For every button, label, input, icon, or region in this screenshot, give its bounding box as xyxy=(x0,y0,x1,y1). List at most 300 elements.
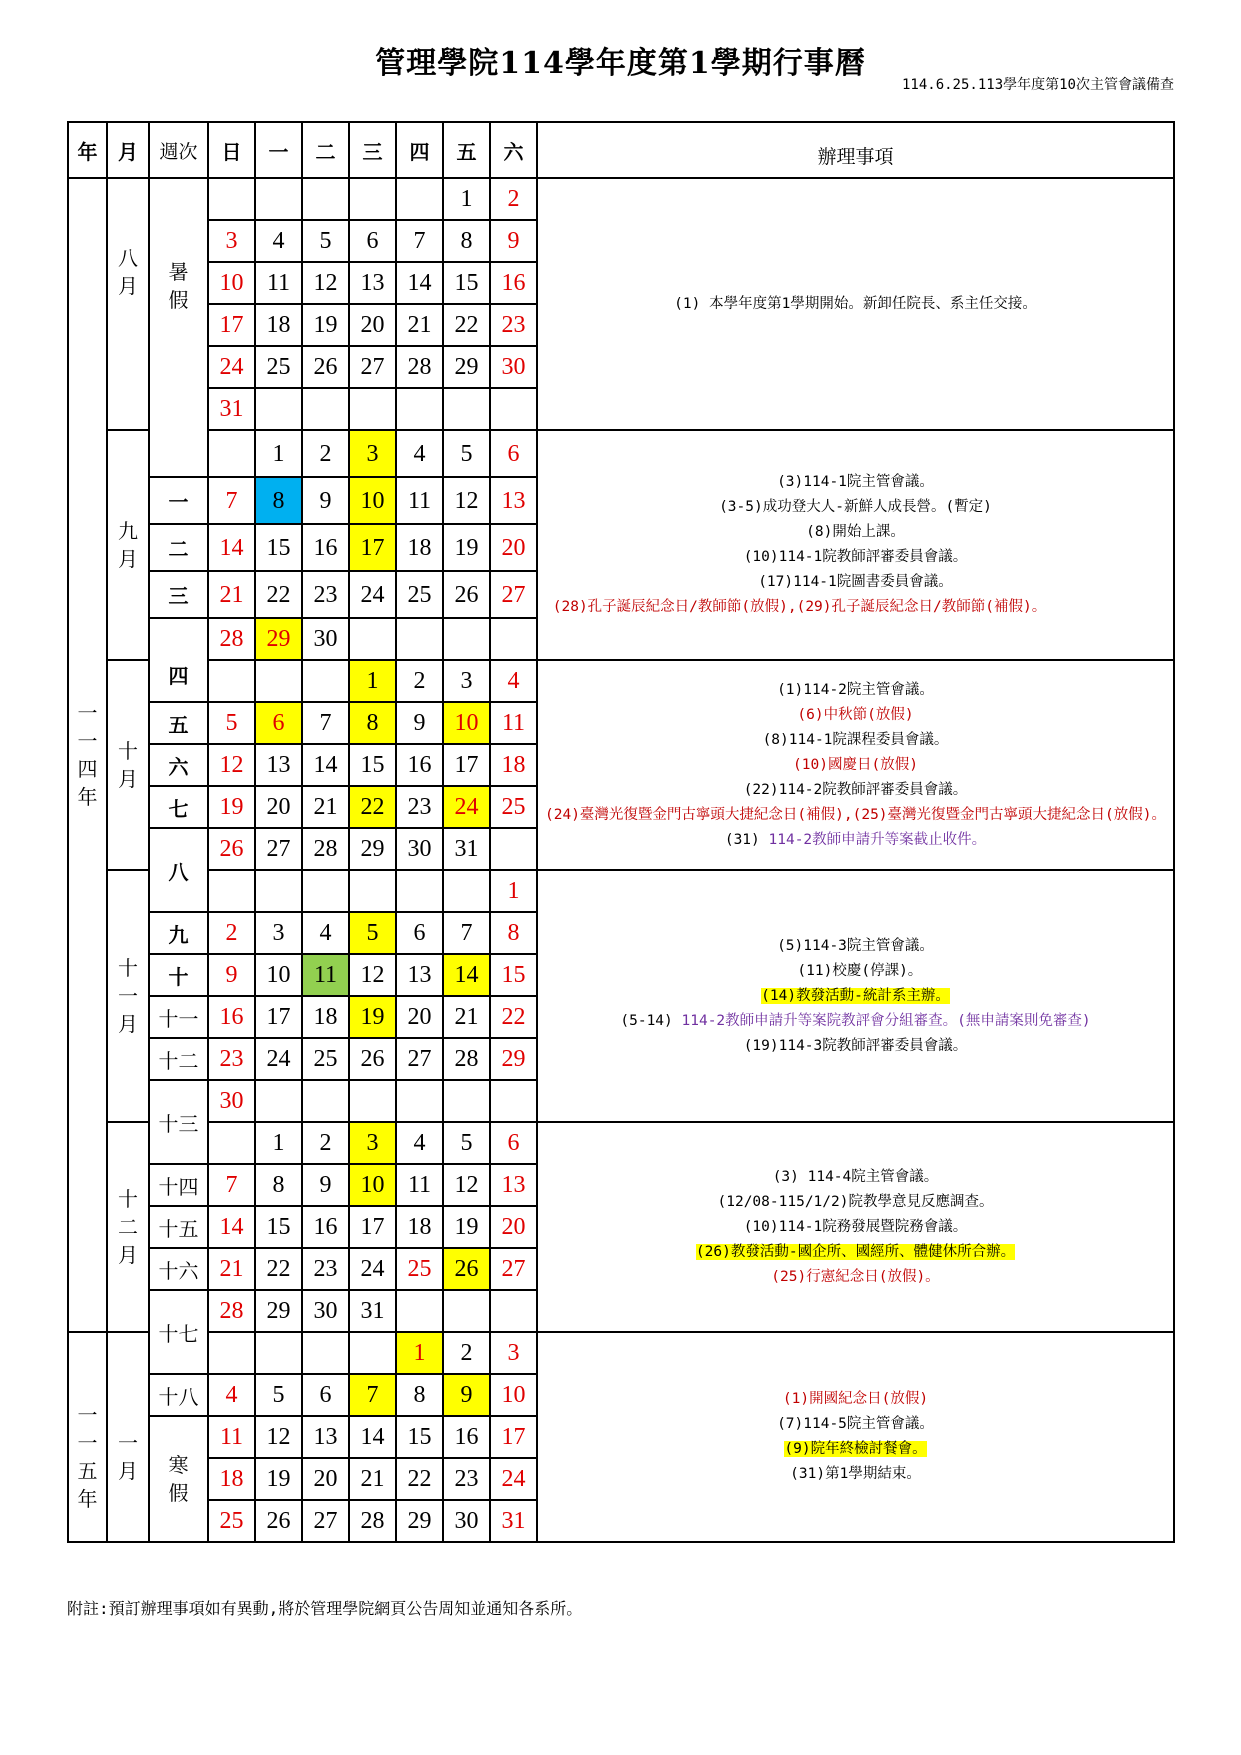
day-cell xyxy=(302,388,349,430)
day-cell: 28 xyxy=(208,618,255,660)
day-cell xyxy=(349,1080,396,1122)
day-cell: 30 xyxy=(302,618,349,660)
day-cell: 5 xyxy=(208,702,255,744)
day-cell: 17 xyxy=(443,744,490,786)
day-cell: 29 xyxy=(396,1500,443,1542)
note-item: (12/08-115/1/2)院教學意見反應調查。 xyxy=(717,1193,994,1210)
note-item xyxy=(538,828,1173,853)
week-summer: 暑假 xyxy=(149,178,208,477)
day-cell: 14 xyxy=(208,1206,255,1248)
note-item-holiday: (25)行憲紀念日(放假)。 xyxy=(771,1268,940,1285)
day-cell: 14 xyxy=(349,1416,396,1458)
day-cell: 21 xyxy=(349,1458,396,1500)
day-cell xyxy=(443,1290,490,1332)
day-cell: 18 xyxy=(208,1458,255,1500)
day-cell: 13 xyxy=(255,744,302,786)
notes-jan xyxy=(537,1332,1174,1542)
day-cell xyxy=(302,1080,349,1122)
day-cell: 20 xyxy=(302,1458,349,1500)
note-item-holiday: (10)國慶日(放假) xyxy=(793,756,918,773)
day-cell: 15 xyxy=(349,744,396,786)
day-cell: 26 xyxy=(255,1500,302,1542)
day-cell: 5 xyxy=(443,1122,490,1164)
day-cell: 9 xyxy=(208,954,255,996)
footnote: 附註:預訂辦理事項如有異動,將於管理學院網頁公告周知並通知各系所。 xyxy=(67,1599,583,1618)
note-highlight: (26)教發活動-國企所、國經所、體健休所合辦。 xyxy=(695,1243,1016,1260)
day-cell: 19 xyxy=(255,1458,302,1500)
day-cell: 8 xyxy=(255,477,302,524)
day-cell: 17 xyxy=(255,996,302,1038)
day-cell: 30 xyxy=(490,346,537,388)
day-cell: 13 xyxy=(302,1416,349,1458)
note-item xyxy=(538,1240,1173,1265)
day-cell: 18 xyxy=(302,996,349,1038)
day-cell: 15 xyxy=(255,1206,302,1248)
month-aug: 八月 xyxy=(107,178,149,430)
day-cell xyxy=(349,870,396,912)
note-item: (3)114-1院主管會議。 xyxy=(777,474,934,490)
day-cell: 26 xyxy=(349,1038,396,1080)
day-cell: 29 xyxy=(490,1038,537,1080)
day-cell: 12 xyxy=(349,954,396,996)
day-cell: 31 xyxy=(208,388,255,430)
day-cell: 23 xyxy=(208,1038,255,1080)
day-cell: 29 xyxy=(349,828,396,870)
day-cell: 11 xyxy=(396,477,443,524)
day-cell xyxy=(349,1332,396,1374)
week-number: 九 xyxy=(149,912,208,954)
day-cell: 7 xyxy=(208,477,255,524)
day-cell: 16 xyxy=(302,1206,349,1248)
week-row xyxy=(68,430,1174,477)
day-cell: 6 xyxy=(490,430,537,477)
day-cell: 17 xyxy=(208,304,255,346)
day-cell: 11 xyxy=(302,954,349,996)
week-number: 八 xyxy=(149,828,208,912)
header-sat: 六 xyxy=(490,122,537,178)
day-cell xyxy=(490,1290,537,1332)
day-cell: 6 xyxy=(396,912,443,954)
day-cell: 12 xyxy=(255,1416,302,1458)
week-number: 二 xyxy=(149,524,208,571)
header-year: 年 xyxy=(68,122,107,178)
day-cell: 9 xyxy=(302,477,349,524)
day-cell: 12 xyxy=(302,262,349,304)
day-cell: 19 xyxy=(443,524,490,571)
week-number: 七 xyxy=(149,786,208,828)
day-cell xyxy=(349,178,396,220)
month-nov: 十一月 xyxy=(107,870,149,1122)
day-cell xyxy=(208,660,255,702)
day-cell: 5 xyxy=(302,220,349,262)
day-cell: 24 xyxy=(490,1458,537,1500)
day-cell: 24 xyxy=(349,571,396,618)
day-cell: 15 xyxy=(255,524,302,571)
day-cell: 25 xyxy=(208,1500,255,1542)
day-cell xyxy=(255,660,302,702)
day-cell: 4 xyxy=(302,912,349,954)
day-cell: 3 xyxy=(208,220,255,262)
header-week: 週次 xyxy=(149,122,208,178)
day-cell: 21 xyxy=(443,996,490,1038)
day-cell: 30 xyxy=(208,1080,255,1122)
day-cell xyxy=(208,178,255,220)
note-date: (31) xyxy=(724,831,769,848)
day-cell: 29 xyxy=(255,1290,302,1332)
day-cell: 22 xyxy=(490,996,537,1038)
day-cell: 31 xyxy=(443,828,490,870)
day-cell xyxy=(443,1080,490,1122)
day-cell: 8 xyxy=(255,1164,302,1206)
day-cell xyxy=(349,618,396,660)
day-cell: 10 xyxy=(443,702,490,744)
day-cell: 12 xyxy=(443,1164,490,1206)
day-cell xyxy=(490,1080,537,1122)
header-row xyxy=(68,122,1174,178)
week-number: 十一 xyxy=(149,996,208,1038)
day-cell: 5 xyxy=(255,1374,302,1416)
day-cell: 30 xyxy=(302,1290,349,1332)
day-cell xyxy=(443,388,490,430)
approval-note: 114.6.25.113學年度第10次主管會議備查 xyxy=(901,77,1174,93)
day-cell: 27 xyxy=(396,1038,443,1080)
day-cell: 20 xyxy=(255,786,302,828)
day-cell: 18 xyxy=(255,304,302,346)
day-cell: 1 xyxy=(255,1122,302,1164)
day-cell xyxy=(396,618,443,660)
day-cell: 2 xyxy=(443,1332,490,1374)
day-cell: 3 xyxy=(255,912,302,954)
day-cell: 28 xyxy=(349,1500,396,1542)
week-number: 一 xyxy=(149,477,208,524)
note-item: (31)第1學期結束。 xyxy=(790,1466,921,1482)
day-cell: 6 xyxy=(302,1374,349,1416)
day-cell: 23 xyxy=(302,571,349,618)
week-number: 十三 xyxy=(149,1080,208,1164)
day-cell: 31 xyxy=(349,1290,396,1332)
day-cell: 22 xyxy=(349,786,396,828)
day-cell: 7 xyxy=(396,220,443,262)
week-number: 十五 xyxy=(149,1206,208,1248)
day-cell: 31 xyxy=(490,1500,537,1542)
note-item: (1) 本學年度第1學期開始。新卸任院長、系主任交接。 xyxy=(674,295,1037,312)
day-cell: 27 xyxy=(255,828,302,870)
day-cell: 30 xyxy=(443,1500,490,1542)
note-item xyxy=(538,984,1173,1009)
day-cell xyxy=(349,388,396,430)
day-cell: 3 xyxy=(490,1332,537,1374)
note-item-holiday: (1)開國紀念日(放假) xyxy=(782,1391,929,1407)
note-item: (8)開始上課。 xyxy=(806,524,905,540)
day-cell: 25 xyxy=(302,1038,349,1080)
day-cell: 28 xyxy=(443,1038,490,1080)
day-cell xyxy=(255,388,302,430)
day-cell: 10 xyxy=(349,1164,396,1206)
note-highlight: (9)院年終檢討餐會。 xyxy=(784,1441,927,1457)
note-item xyxy=(538,1437,1173,1462)
day-cell: 1 xyxy=(396,1332,443,1374)
day-cell: 23 xyxy=(302,1248,349,1290)
day-cell: 29 xyxy=(443,346,490,388)
day-cell: 20 xyxy=(490,524,537,571)
day-cell: 10 xyxy=(349,477,396,524)
note-item-holiday: (24)臺灣光復暨金門古寧頭大捷紀念日(補假),(25)臺灣光復暨金門古寧頭大捷紀念日(放假)。 xyxy=(545,806,1166,823)
day-cell xyxy=(490,388,537,430)
day-cell: 23 xyxy=(443,1458,490,1500)
day-cell xyxy=(302,660,349,702)
note-item: (19)114-3院教師評審委員會議。 xyxy=(743,1037,968,1054)
week-number: 十二 xyxy=(149,1038,208,1080)
day-cell xyxy=(255,1080,302,1122)
day-cell: 14 xyxy=(208,524,255,571)
header-notes: 辦理事項 xyxy=(537,122,1174,178)
day-cell: 8 xyxy=(443,220,490,262)
day-cell: 18 xyxy=(396,1206,443,1248)
day-cell xyxy=(396,178,443,220)
note-item: (7)114-5院主管會議。 xyxy=(777,1416,934,1432)
day-cell xyxy=(396,1080,443,1122)
day-cell: 15 xyxy=(490,954,537,996)
note-highlight: (14)教發活動-統計系主辦。 xyxy=(761,987,950,1004)
day-cell: 4 xyxy=(208,1374,255,1416)
day-cell: 6 xyxy=(490,1122,537,1164)
week-winter: 寒假 xyxy=(149,1416,208,1542)
day-cell: 4 xyxy=(255,220,302,262)
day-cell: 13 xyxy=(490,1164,537,1206)
week-number: 十 xyxy=(149,954,208,996)
day-cell: 21 xyxy=(208,1248,255,1290)
year-115: 一一五年 xyxy=(68,1332,107,1542)
day-cell xyxy=(396,388,443,430)
day-cell: 6 xyxy=(349,220,396,262)
day-cell: 7 xyxy=(208,1164,255,1206)
day-cell: 20 xyxy=(396,996,443,1038)
note-date: (5-14) xyxy=(620,1012,682,1029)
day-cell: 24 xyxy=(255,1038,302,1080)
day-cell: 2 xyxy=(302,1122,349,1164)
day-cell: 27 xyxy=(490,571,537,618)
note-item: (10)114-1院教師評審委員會議。 xyxy=(743,549,968,565)
day-cell: 9 xyxy=(443,1374,490,1416)
header-tue: 二 xyxy=(302,122,349,178)
notes-sep xyxy=(537,430,1174,660)
day-cell xyxy=(443,618,490,660)
day-cell: 25 xyxy=(490,786,537,828)
day-cell: 15 xyxy=(443,262,490,304)
day-cell: 26 xyxy=(208,828,255,870)
day-cell xyxy=(396,870,443,912)
day-cell: 1 xyxy=(255,430,302,477)
day-cell xyxy=(208,870,255,912)
day-cell: 25 xyxy=(396,571,443,618)
day-cell: 2 xyxy=(490,178,537,220)
day-cell: 29 xyxy=(255,618,302,660)
day-cell: 25 xyxy=(255,346,302,388)
day-cell: 4 xyxy=(490,660,537,702)
day-cell: 12 xyxy=(208,744,255,786)
day-cell: 16 xyxy=(396,744,443,786)
notes-oct xyxy=(537,660,1174,870)
day-cell: 11 xyxy=(255,262,302,304)
day-cell xyxy=(255,870,302,912)
day-cell: 24 xyxy=(443,786,490,828)
header-fri: 五 xyxy=(443,122,490,178)
day-cell: 19 xyxy=(443,1206,490,1248)
note-text: 114-2教師申請升等案截止收件。 xyxy=(768,831,987,848)
note-item xyxy=(538,1009,1173,1034)
day-cell: 14 xyxy=(302,744,349,786)
week-number: 三 xyxy=(149,571,208,618)
header-wed: 三 xyxy=(349,122,396,178)
day-cell: 6 xyxy=(255,702,302,744)
week-number: 六 xyxy=(149,744,208,786)
note-item: (3) 114-4院主管會議。 xyxy=(772,1168,939,1185)
day-cell: 1 xyxy=(349,660,396,702)
month-sep: 九月 xyxy=(107,430,149,660)
day-cell: 10 xyxy=(490,1374,537,1416)
year-114: 一一四年 xyxy=(68,178,107,1332)
day-cell: 18 xyxy=(490,744,537,786)
day-cell: 19 xyxy=(302,304,349,346)
day-cell: 26 xyxy=(443,1248,490,1290)
notes-aug xyxy=(537,178,1174,430)
day-cell xyxy=(302,1332,349,1374)
day-cell: 16 xyxy=(443,1416,490,1458)
day-cell: 17 xyxy=(490,1416,537,1458)
day-cell: 4 xyxy=(396,430,443,477)
day-cell: 25 xyxy=(396,1248,443,1290)
day-cell: 16 xyxy=(490,262,537,304)
week-number: 四 xyxy=(149,618,208,702)
day-cell: 7 xyxy=(443,912,490,954)
day-cell: 5 xyxy=(349,912,396,954)
day-cell xyxy=(396,1290,443,1332)
week-row xyxy=(68,1122,1174,1164)
day-cell: 22 xyxy=(255,571,302,618)
day-cell: 5 xyxy=(443,430,490,477)
day-cell: 10 xyxy=(255,954,302,996)
day-cell: 11 xyxy=(208,1416,255,1458)
day-cell: 9 xyxy=(490,220,537,262)
day-cell xyxy=(255,1332,302,1374)
day-cell: 27 xyxy=(490,1248,537,1290)
note-item: (8)114-1院課程委員會議。 xyxy=(762,731,949,748)
day-cell: 16 xyxy=(302,524,349,571)
day-cell: 19 xyxy=(208,786,255,828)
header-sun: 日 xyxy=(208,122,255,178)
day-cell: 14 xyxy=(443,954,490,996)
day-cell: 11 xyxy=(490,702,537,744)
week-number: 五 xyxy=(149,702,208,744)
day-cell: 28 xyxy=(208,1290,255,1332)
day-cell: 1 xyxy=(490,870,537,912)
note-item: (3-5)成功登大人-新鮮人成長營。(暫定) xyxy=(719,499,992,515)
header-month: 月 xyxy=(107,122,149,178)
week-row xyxy=(68,178,1174,220)
day-cell: 30 xyxy=(396,828,443,870)
day-cell: 23 xyxy=(490,304,537,346)
note-item-holiday: (28)孔子誕辰紀念日/教師節(放假),(29)孔子誕辰紀念日/教師節(補假)。 xyxy=(552,599,1047,615)
day-cell: 4 xyxy=(396,1122,443,1164)
day-cell xyxy=(255,178,302,220)
day-cell: 21 xyxy=(396,304,443,346)
day-cell xyxy=(302,870,349,912)
week-number: 十四 xyxy=(149,1164,208,1206)
day-cell: 17 xyxy=(349,524,396,571)
day-cell: 20 xyxy=(490,1206,537,1248)
day-cell: 28 xyxy=(396,346,443,388)
note-item: (10)114-1院務發展暨院務會議。 xyxy=(743,1218,968,1235)
day-cell: 2 xyxy=(208,912,255,954)
day-cell: 24 xyxy=(208,346,255,388)
week-row xyxy=(68,1332,1174,1374)
week-number: 十八 xyxy=(149,1374,208,1416)
day-cell xyxy=(443,870,490,912)
calendar-table xyxy=(67,121,1175,1543)
day-cell xyxy=(208,430,255,477)
day-cell: 8 xyxy=(490,912,537,954)
day-cell: 1 xyxy=(443,178,490,220)
note-item: (17)114-1院圖書委員會議。 xyxy=(758,574,953,590)
month-jan: 一月 xyxy=(107,1332,149,1542)
day-cell: 28 xyxy=(302,828,349,870)
day-cell xyxy=(490,618,537,660)
note-text: 114-2教師申請升等案院教評會分組審查。(無申請案則免審查) xyxy=(681,1012,1091,1029)
note-item: (11)校慶(停課)。 xyxy=(788,962,923,979)
day-cell: 2 xyxy=(396,660,443,702)
day-cell: 22 xyxy=(443,304,490,346)
note-item: (22)114-2院教師評審委員會議。 xyxy=(743,781,968,798)
note-item-holiday: (6)中秋節(放假) xyxy=(797,706,914,723)
day-cell: 15 xyxy=(396,1416,443,1458)
day-cell: 9 xyxy=(302,1164,349,1206)
day-cell: 26 xyxy=(443,571,490,618)
day-cell: 20 xyxy=(349,304,396,346)
day-cell: 13 xyxy=(396,954,443,996)
day-cell: 7 xyxy=(349,1374,396,1416)
day-cell: 23 xyxy=(396,786,443,828)
day-cell: 22 xyxy=(255,1248,302,1290)
week-row xyxy=(68,660,1174,702)
note-item: (1)114-2院主管會議。 xyxy=(777,681,934,698)
day-cell: 27 xyxy=(349,346,396,388)
day-cell: 21 xyxy=(302,786,349,828)
month-dec: 十二月 xyxy=(107,1122,149,1332)
day-cell: 3 xyxy=(443,660,490,702)
day-cell: 8 xyxy=(349,702,396,744)
week-row xyxy=(68,870,1174,912)
header-mon: 一 xyxy=(255,122,302,178)
page-title: 管理學院114學年度第1學期行事曆 xyxy=(375,46,866,81)
day-cell: 16 xyxy=(208,996,255,1038)
day-cell: 19 xyxy=(349,996,396,1038)
notes-nov xyxy=(537,870,1174,1122)
note-item: (5)114-3院主管會議。 xyxy=(777,937,934,954)
day-cell: 22 xyxy=(396,1458,443,1500)
day-cell: 9 xyxy=(396,702,443,744)
day-cell: 3 xyxy=(349,1122,396,1164)
day-cell: 13 xyxy=(349,262,396,304)
day-cell: 3 xyxy=(349,430,396,477)
day-cell xyxy=(208,1332,255,1374)
week-number: 十七 xyxy=(149,1290,208,1374)
day-cell: 26 xyxy=(302,346,349,388)
day-cell: 27 xyxy=(302,1500,349,1542)
day-cell: 17 xyxy=(349,1206,396,1248)
day-cell xyxy=(208,1122,255,1164)
day-cell: 7 xyxy=(302,702,349,744)
day-cell: 2 xyxy=(302,430,349,477)
